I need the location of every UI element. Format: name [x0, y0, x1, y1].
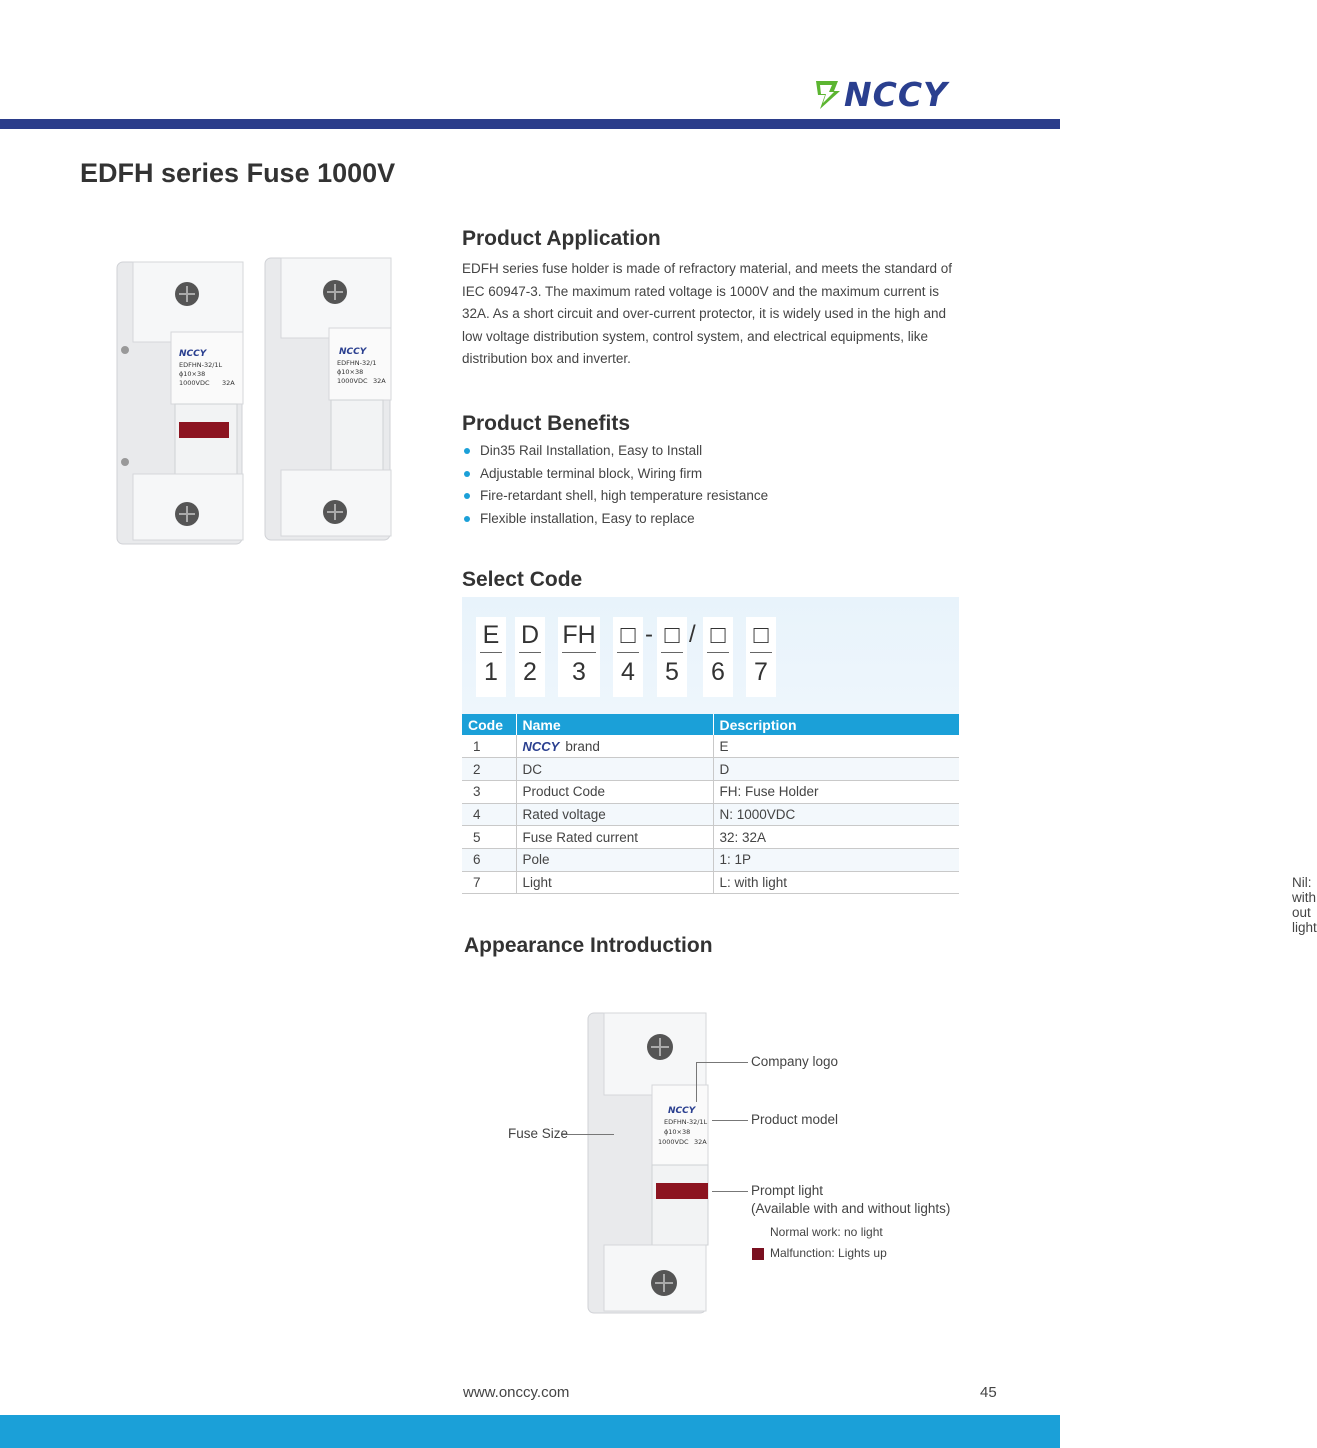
code-index: 7	[754, 658, 768, 686]
code-box-5	[657, 617, 687, 697]
benefits-list	[462, 440, 768, 530]
cell-desc: N: 1000VDC	[713, 803, 959, 826]
page-number: 45	[980, 1384, 997, 1401]
table-row	[462, 848, 959, 871]
brand-wordmark: NCCY	[844, 74, 948, 114]
code-index: 2	[523, 658, 537, 686]
fuse-holder-without-light	[265, 258, 391, 540]
label-brand: NCCY	[668, 1106, 696, 1116]
label-model: EDFHN-32/1	[337, 359, 377, 367]
code-table	[462, 714, 1317, 935]
application-text: EDFH series fuse holder is made of refractory material, and meets the standard of IEC 60947-3. The maximum rated voltage is 1000V and the maximum current is 32A. As a short circuit and over-current protector, it is widely used in the high and low voltage distribution system, control system, and electrical equipments, like distribution box and inverter.	[462, 261, 952, 366]
cell-code: 6	[462, 848, 516, 871]
cell-name: Light	[516, 871, 713, 894]
code-box-2	[515, 617, 545, 697]
annotation-fuse-size: Fuse Size	[508, 1126, 569, 1141]
application-heading: Product Application	[462, 227, 661, 250]
label-model: EDFHN-32/1L	[664, 1118, 708, 1126]
leader-line	[712, 1191, 748, 1192]
table-row	[462, 871, 959, 894]
list-item: Fire-retardant shell, high temperature resistance	[462, 485, 768, 508]
code-letter: FH	[562, 617, 596, 653]
cell-code: 2	[462, 758, 516, 781]
cell-code: 1	[462, 735, 516, 758]
annotation-prompt-light: Prompt light	[751, 1183, 824, 1198]
product-image-pair	[105, 250, 395, 550]
code-letter: E	[480, 617, 502, 653]
list-item: Adjustable terminal block, Wiring firm	[462, 463, 768, 486]
code-letter: □	[617, 617, 639, 653]
code-index: 1	[484, 658, 498, 686]
cell-desc: D	[713, 758, 959, 781]
annotation-product-model: Product model	[751, 1112, 839, 1127]
annotation-malfunction: Malfunction: Lights up	[770, 1246, 887, 1260]
header-name: Name	[516, 714, 713, 735]
brand-suffix: brand	[565, 738, 600, 754]
company-logo	[812, 74, 962, 114]
code-box-3	[558, 617, 600, 697]
malfunction-swatch	[752, 1248, 764, 1260]
benefits-heading: Product Benefits	[462, 412, 631, 435]
cell-desc: E	[713, 735, 959, 758]
leader-line	[696, 1062, 748, 1063]
cell-code: 7	[462, 871, 516, 894]
label-size: ϕ10×38	[179, 370, 206, 378]
header-rule	[0, 119, 1060, 129]
code-dash: -	[645, 621, 653, 648]
leader-line	[712, 1120, 748, 1121]
code-box-4	[613, 617, 643, 697]
code-letter: □	[661, 617, 683, 653]
appearance-product-image	[580, 1005, 710, 1320]
table-row	[462, 826, 959, 849]
code-index: 6	[711, 658, 725, 686]
label-brand: NCCY	[339, 347, 367, 357]
cell-desc: FH: Fuse Holder	[713, 780, 959, 803]
table-row	[462, 758, 959, 781]
code-box-1	[476, 617, 506, 697]
label-model: EDFHN-32/1L	[179, 361, 223, 369]
table-row	[462, 803, 959, 826]
cell-name: Product Code	[516, 780, 713, 803]
cell-code: 5	[462, 826, 516, 849]
select-code-heading: Select Code	[462, 568, 583, 591]
label-voltage: 1000VDC	[337, 377, 368, 385]
cell-desc	[713, 871, 1317, 935]
code-index: 3	[572, 658, 586, 686]
label-brand: NCCY	[179, 349, 207, 359]
appearance-heading: Appearance Introduction	[464, 934, 713, 957]
label-voltage: 1000VDC	[179, 379, 210, 387]
cell-desc: 32: 32A	[713, 826, 959, 849]
code-letter: □	[707, 617, 729, 653]
leader-line	[562, 1134, 614, 1135]
leader-line	[696, 1062, 697, 1102]
cell-code: 3	[462, 780, 516, 803]
code-index: 4	[621, 658, 635, 686]
code-box-6	[703, 617, 733, 697]
code-letter: □	[750, 617, 772, 653]
cell-name	[516, 735, 713, 758]
cell-desc: 1: 1P	[713, 848, 959, 871]
label-current: 32A	[373, 377, 386, 385]
cell-code: 4	[462, 803, 516, 826]
code-index: 5	[665, 658, 679, 686]
page-title: EDFH series Fuse 1000V	[80, 158, 396, 188]
lightning-logo-icon	[812, 77, 842, 111]
label-current: 32A	[222, 379, 235, 387]
desc-with-light: L: with light	[719, 874, 788, 890]
fuse-holder-with-light	[117, 262, 243, 544]
code-diagram	[462, 597, 959, 715]
desc-without-light: Nil: with out light	[1292, 874, 1317, 935]
list-item: Din35 Rail Installation, Easy to Install	[462, 440, 768, 463]
header-description: Description	[713, 714, 959, 735]
table-header-row	[462, 714, 959, 735]
label-voltage: 1000VDC	[658, 1138, 689, 1146]
table-row	[462, 735, 959, 758]
annotation-prompt-light-note: (Available with and without lights)	[751, 1201, 951, 1216]
cell-name: DC	[516, 758, 713, 781]
footer-url[interactable]: www.onccy.com	[463, 1384, 570, 1401]
brand-mini-logo: NCCY	[522, 738, 560, 754]
label-size: ϕ10×38	[337, 368, 364, 376]
footer-band	[0, 1415, 1060, 1448]
header-code: Code	[462, 714, 516, 735]
annotation-normal-work: Normal work: no light	[770, 1225, 883, 1239]
cell-name: Rated voltage	[516, 803, 713, 826]
table-row	[462, 780, 959, 803]
code-letter: D	[519, 617, 541, 653]
cell-name: Pole	[516, 848, 713, 871]
annotation-company-logo: Company logo	[751, 1054, 839, 1069]
code-box-7	[746, 617, 776, 697]
cell-name: Fuse Rated current	[516, 826, 713, 849]
label-current: 32A	[694, 1138, 707, 1146]
label-size: ϕ10×38	[664, 1128, 691, 1136]
list-item: Flexible installation, Easy to replace	[462, 508, 768, 531]
code-slash: /	[689, 621, 696, 648]
